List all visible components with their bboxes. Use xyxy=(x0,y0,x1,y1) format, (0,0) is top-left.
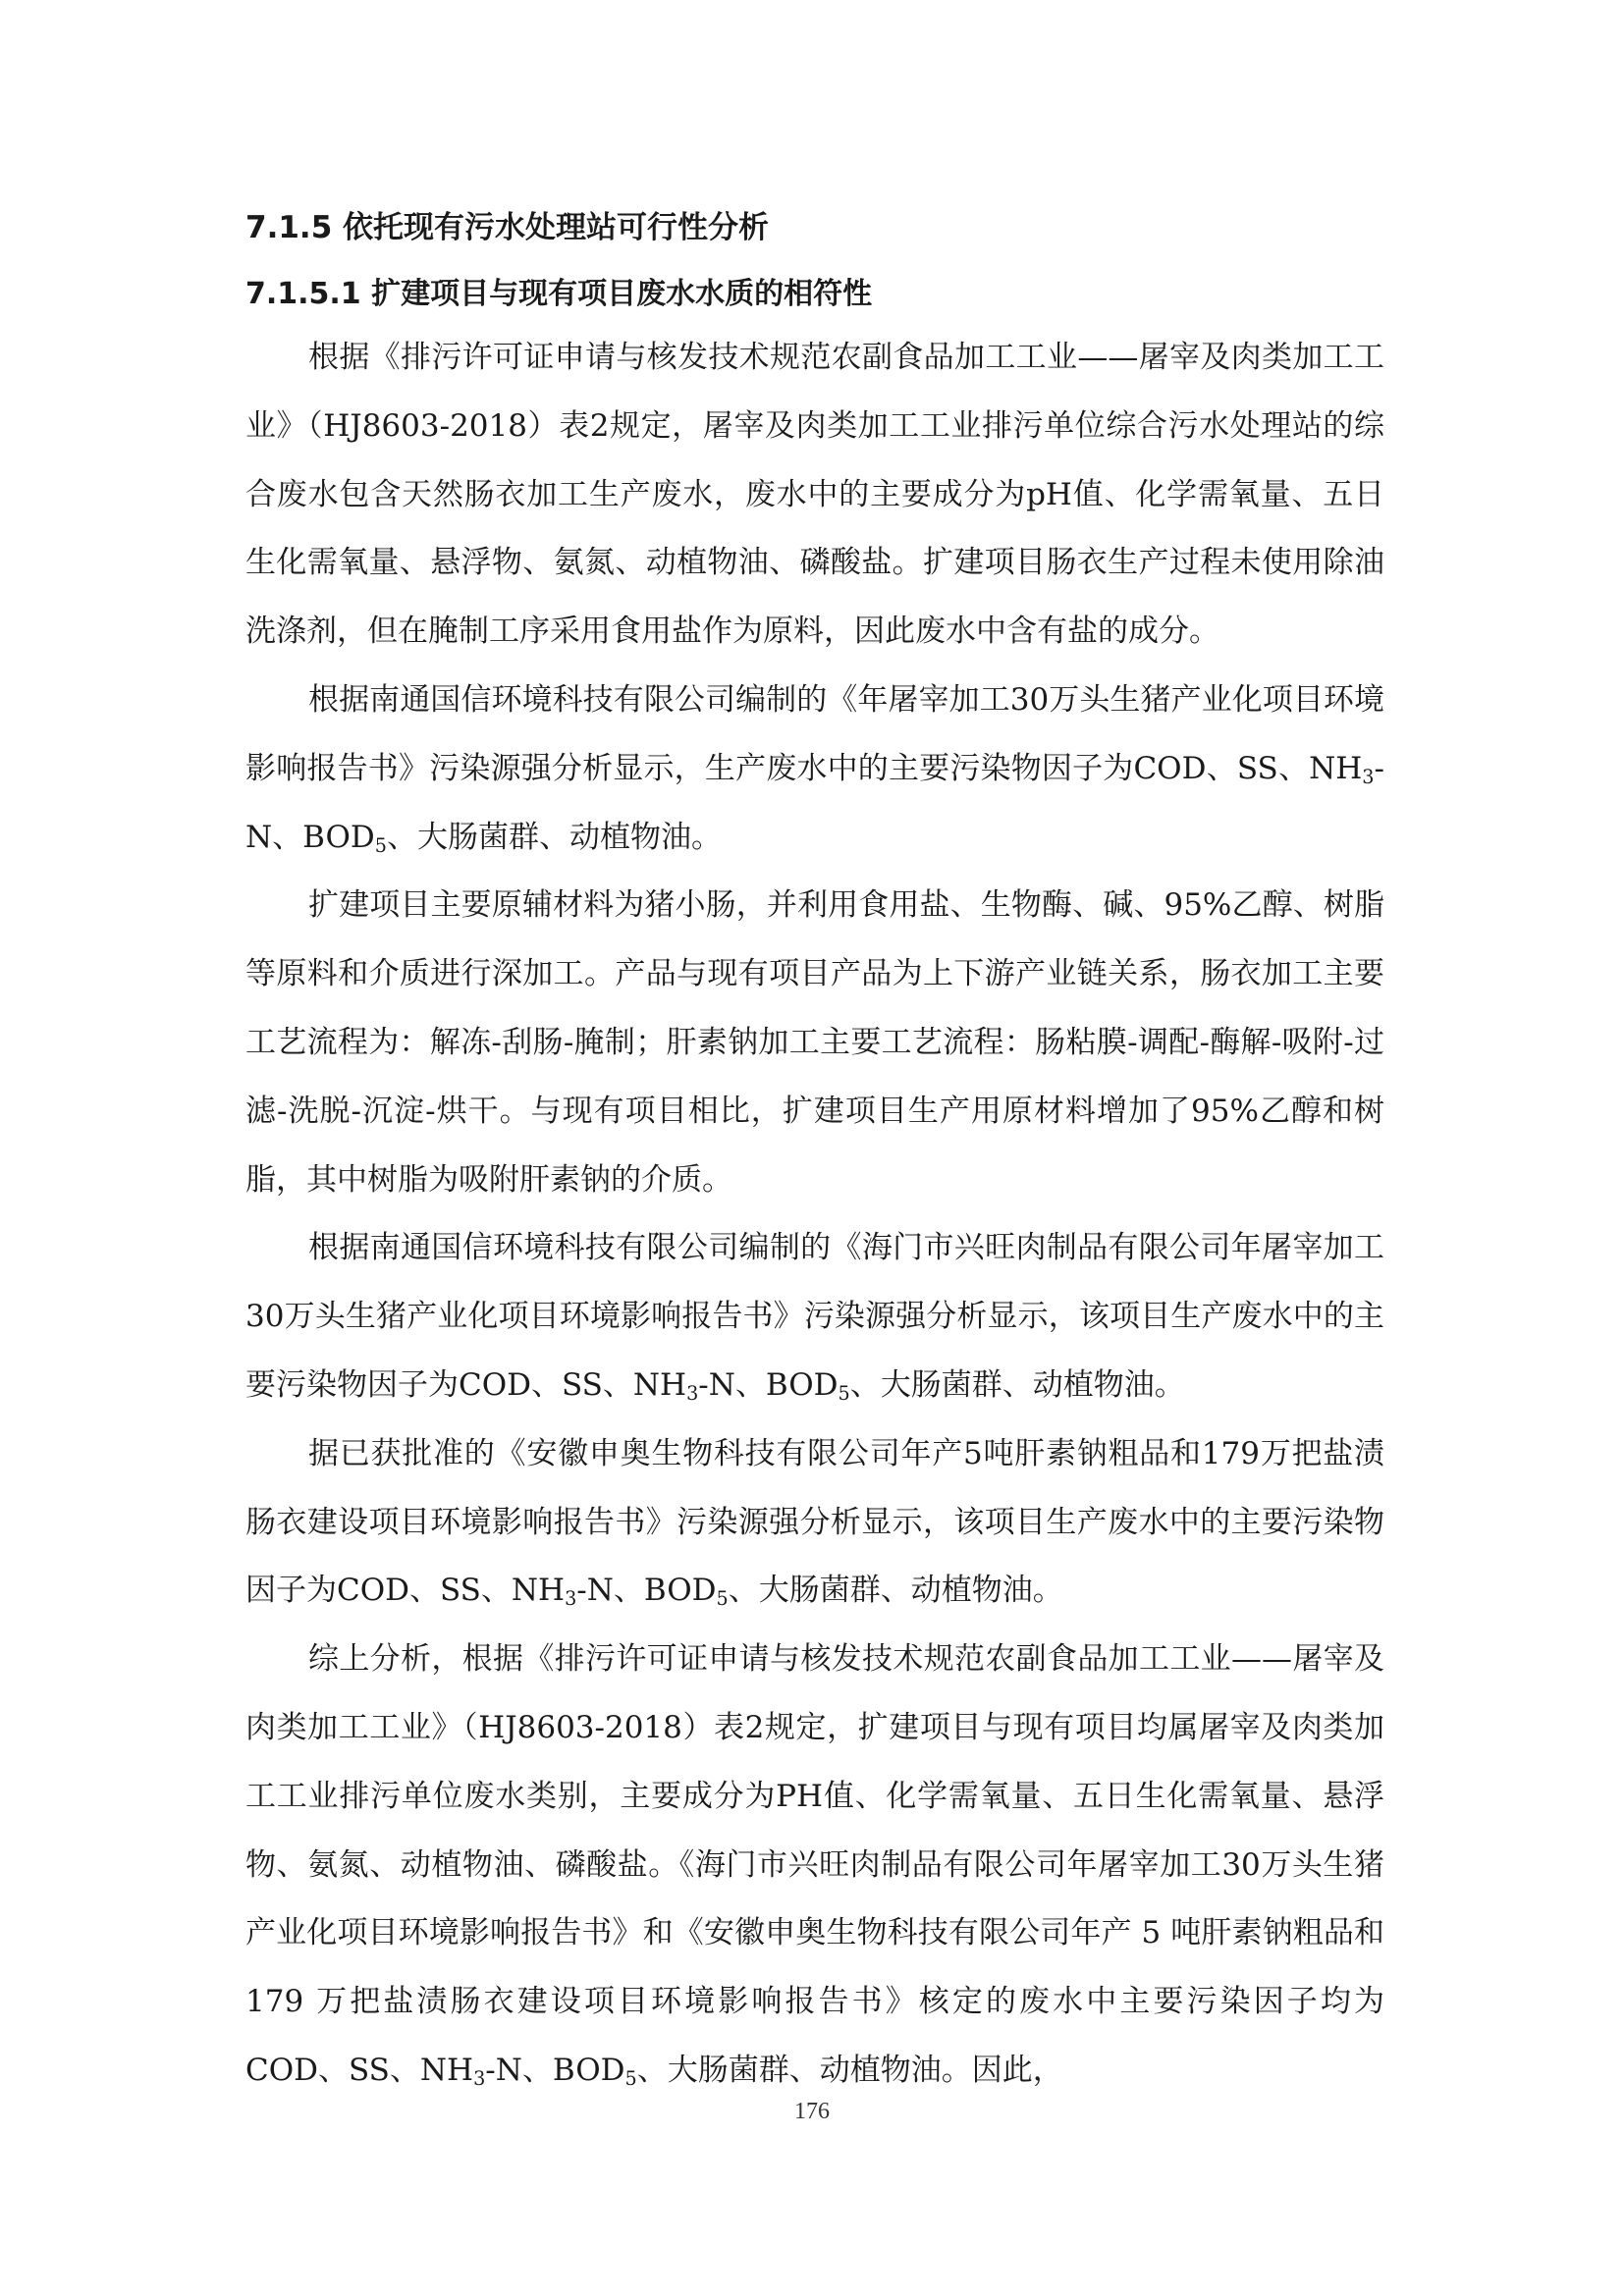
paragraph: 据已获批准的《安徽申奥生物科技有限公司年产5吨肝素钠粗品和179万把盐渍肠衣建设项目环境影响报告书》污染源强分析显示，该项目生产废水中的主要污染物因子为COD、SS、$NH_3-N$、$BOD_5$、大肠菌群、动植物油。 xyxy=(245,1435,1384,1611)
paragraph: 根据南通国信环境科技有限公司编制的《年屠宰加工30万头生猪产业化项目环境影响报告书》污染源强分析显示，生产废水中的主要污染物因子为COD、SS、$NH_3-N$、$BOD_5$、大肠菌群、动植物油。 xyxy=(245,681,1384,857)
paragraph: 扩建项目主要原辅材料为猪小肠，并利用食用盐、生物酶、碱、95%乙醇、树脂等原料和介质进行深加工。产品与现有项目产品为上下游产业链关系，肠衣加工主要工艺流程为：解冻-刮肠-腌制；肝素钠加工主要工艺流程：肠粘膜-调配-酶解-吸附-过滤-洗脱-沉淀-烘干。与现有项目相比，扩建项目生产用原材料增加了95%乙醇和树脂，其中树脂为吸附肝素钠的介质。 xyxy=(245,887,1385,1198)
section-heading: 7.1.5 依托现有污水处理站可行性分析 xyxy=(245,210,770,245)
page-number: 176 xyxy=(794,2099,830,2124)
paragraph: 根据南通国信环境科技有限公司编制的《海门市兴旺肉制品有限公司年屠宰加工30万头生猪产业化项目环境影响报告书》污染源强分析显示，该项目生产废水中的主要污染物因子为COD、SS、$NH_3-N$、$BOD_5$、大肠菌群、动植物油。 xyxy=(245,1230,1384,1405)
paragraph: 根据《排污许可证申请与核发技术规范农副食品加工工业——屠宰及肉类加工工业》（HJ8603-2018）表2规定，屠宰及肉类加工工业排污单位综合污水处理站的综合废水包含天然肠衣加工生产废水，废水中的主要成分为pH值、化学需氧量、五日生化需氧量、悬浮物、氨氮、动植物油、磷酸盐。扩建项目肠衣生产过程未使用除油洗涤剂，但在腌制工序采用食用盐作为原料，因此废水中含有盐的成分。 xyxy=(245,340,1384,650)
paragraph: 综上分析，根据《排污许可证申请与核发技术规范农副食品加工工业——屠宰及肉类加工工业》（HJ8603-2018）表2规定，扩建项目与现有项目均属屠宰及肉类加工工业排污单位废水类别，主要成分为PH值、化学需氧量、五日生化需氧量、悬浮物、氨氮、动植物油、磷酸盐。《海门市兴旺肉制品有限公司年屠宰加工30万头生猪产业化项目环境影响报告书》和《安徽申奥生物科技有限公司年产 5 吨肝素钠粗品和 179 万把盐渍肠衣建设项目环境影响报告书》核定的废水中主要污染因子均为COD、SS、$NH_3-N$、$BOD_5$、大肠菌群、动植物油。因此， xyxy=(245,1641,1384,2090)
subsection-heading: 7.1.5.1 扩建项目与现有项目废水水质的相符性 xyxy=(245,277,873,311)
page-content xyxy=(245,206,1384,2106)
